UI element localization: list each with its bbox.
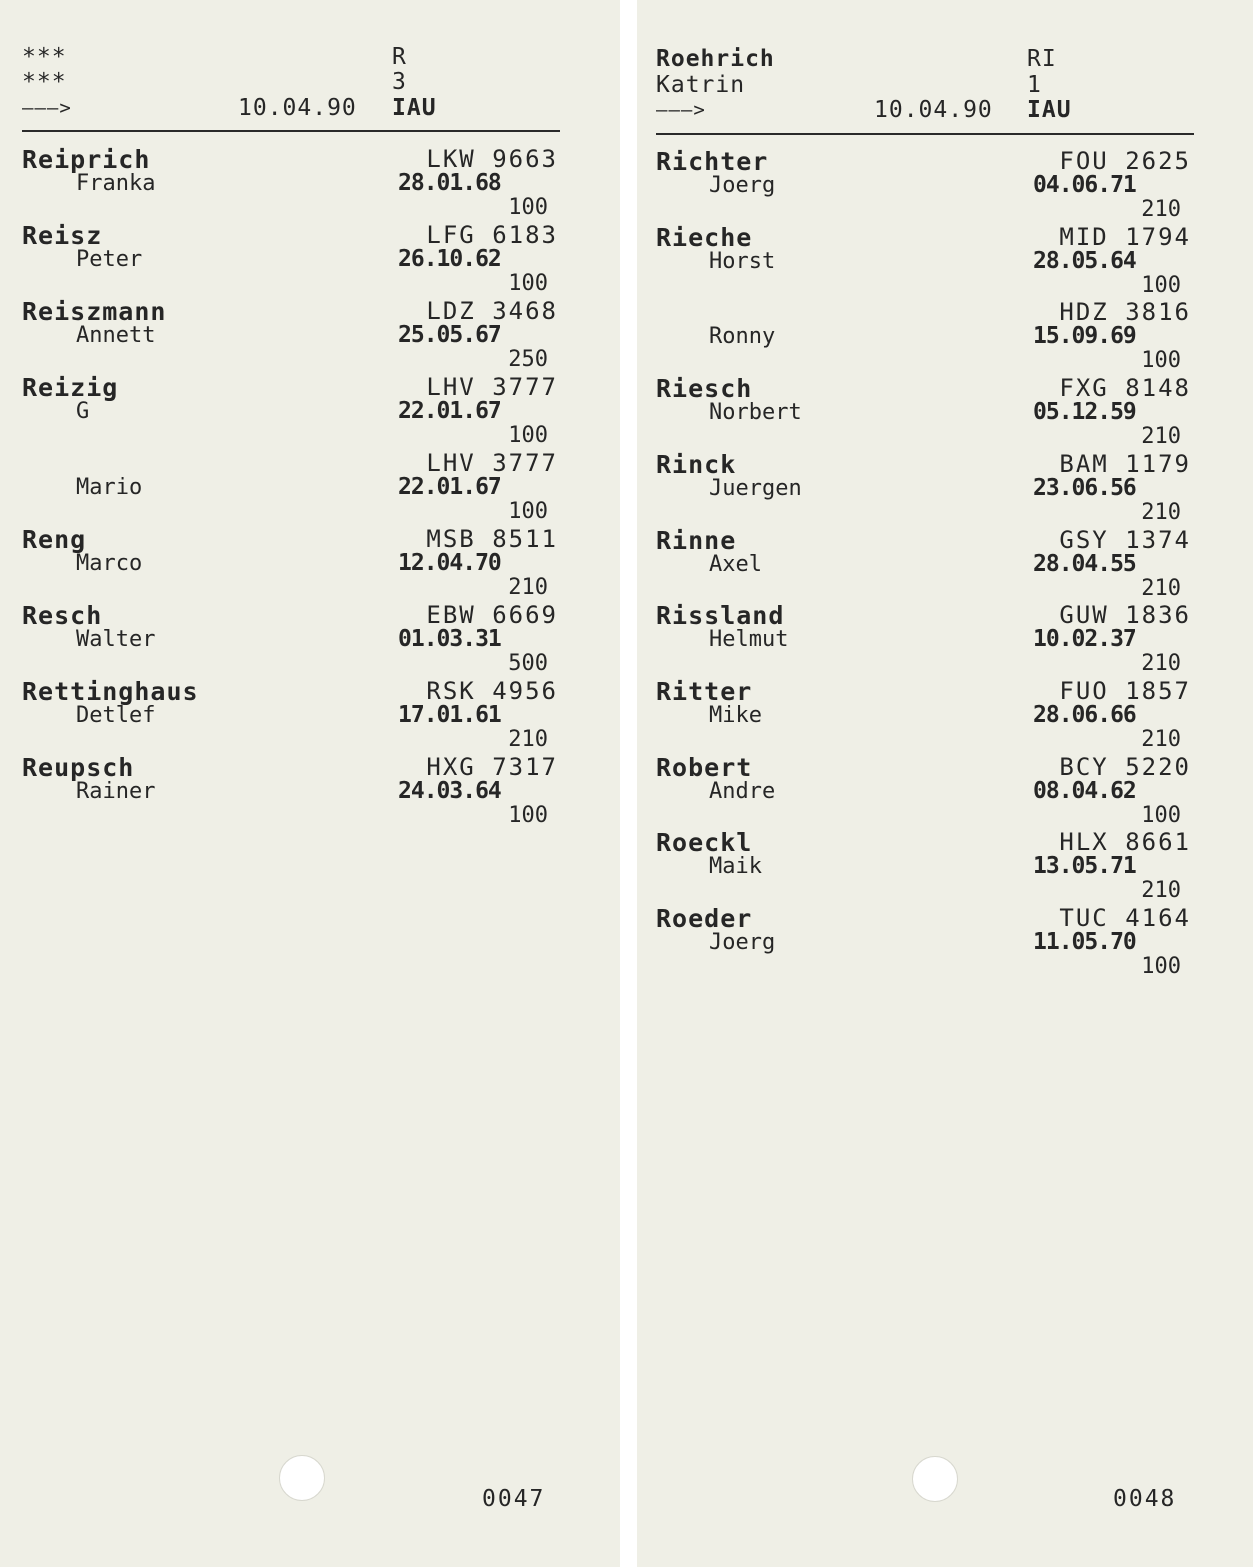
surname: Rieche: [656, 222, 753, 252]
header-code-3: IAU: [1027, 97, 1072, 123]
page-number: 0048: [1113, 1486, 1177, 1512]
entry-row: [637, 147, 1253, 223]
amount: 100: [508, 271, 548, 296]
punch-hole: [279, 1455, 325, 1501]
surname: Riesch: [656, 374, 753, 404]
given-name: G: [76, 399, 90, 424]
amount: 100: [508, 803, 548, 828]
entry-row: [637, 828, 1253, 904]
header-line1: ***: [22, 44, 67, 70]
header-date: 10.04.90: [238, 95, 357, 121]
amount: 100: [508, 195, 548, 220]
birth-date: 04.06.71: [1033, 172, 1136, 198]
birth-date: 05.12.59: [1033, 399, 1136, 426]
amount: 210: [1141, 575, 1181, 601]
given-name: Annett: [76, 323, 156, 348]
given-name: Maik: [709, 854, 762, 880]
birth-date: 15.09.69: [1033, 323, 1136, 350]
entry-row: [637, 526, 1253, 602]
surname: Rinck: [656, 449, 737, 479]
entry-code: EBW 6669: [426, 601, 558, 629]
amount: 100: [1141, 954, 1181, 979]
entry-row: [637, 374, 1253, 450]
given-name: Marco: [76, 551, 143, 576]
given-name: Joerg: [709, 930, 776, 955]
birth-date: 22.01.67: [398, 398, 501, 424]
given-name: Norbert: [709, 400, 802, 426]
given-name: Walter: [76, 627, 156, 652]
entry-code: HXG 7317: [426, 753, 558, 781]
header-rule: [22, 130, 560, 132]
given-name: Detlef: [76, 703, 156, 728]
entry-code: TUC 4164: [1059, 904, 1191, 932]
birth-date: 26.10.62: [398, 246, 501, 272]
entry-row: [0, 753, 620, 829]
amount: 100: [508, 499, 548, 524]
entry-row: [637, 601, 1253, 677]
birth-date: 10.02.37: [1033, 626, 1136, 653]
birth-date: 28.04.55: [1033, 550, 1136, 577]
surname: Rettinghaus: [22, 677, 199, 706]
header-line2: Katrin: [656, 72, 746, 98]
amount: 100: [1141, 802, 1181, 828]
entry-code: HDZ 3816: [1059, 298, 1191, 327]
index-card-left: [0, 0, 620, 1567]
entry-row: [0, 145, 620, 221]
header-code-1: RI: [1027, 46, 1057, 72]
entry-code: FUO 1857: [1059, 676, 1191, 705]
index-card-right: [637, 0, 1253, 1567]
entry-code: GUW 1836: [1059, 601, 1191, 630]
entry-row: [637, 298, 1253, 374]
surname: Robert: [656, 752, 753, 782]
entry-row: [0, 525, 620, 601]
punch-hole: [912, 1456, 958, 1502]
header-line1: Roehrich: [656, 46, 775, 72]
entry-code: BAM 1179: [1059, 449, 1191, 478]
birth-date: 28.01.68: [398, 170, 501, 196]
birth-date: 01.03.31: [398, 626, 501, 652]
surname: Richter: [656, 147, 769, 176]
birth-date: 22.01.67: [398, 474, 501, 500]
entry-code: FXG 8148: [1059, 374, 1191, 403]
amount: 210: [1141, 726, 1181, 752]
header-code-2: 1: [1027, 72, 1042, 98]
page-number: 0047: [482, 1486, 546, 1512]
entry-code: BCY 5220: [1059, 752, 1191, 781]
entry-row: [0, 373, 620, 449]
entry-row: [637, 677, 1253, 753]
surname: Reiprich: [22, 145, 151, 174]
entry-row: [0, 297, 620, 373]
header-line2: ***: [22, 69, 67, 95]
surname: Roeder: [656, 904, 753, 933]
amount: 210: [508, 727, 548, 752]
header-arrow: ———>: [656, 99, 706, 121]
birth-date: 24.03.64: [398, 778, 501, 804]
birth-date: 25.05.67: [398, 322, 501, 348]
surname: Reiszmann: [22, 297, 167, 326]
header-code-2: 3: [392, 69, 407, 95]
amount: 100: [508, 423, 548, 448]
birth-date: 23.06.56: [1033, 474, 1136, 501]
birth-date: 28.06.66: [1033, 701, 1136, 728]
surname: Rissland: [656, 601, 785, 631]
entry-code: LFG 6183: [426, 221, 558, 249]
entry-row: [0, 221, 620, 297]
surname: Reng: [22, 525, 87, 554]
given-name: Juergen: [709, 475, 802, 501]
amount: 500: [508, 651, 548, 676]
entry-row: [637, 904, 1253, 980]
amount: 210: [1141, 197, 1181, 222]
birth-date: 28.05.64: [1033, 247, 1136, 274]
surname: Reizig: [22, 373, 119, 402]
header-arrow: ———>: [22, 97, 72, 119]
entry-code: FOU 2625: [1059, 147, 1191, 175]
entry-code: GSY 1374: [1059, 525, 1191, 554]
entry-code: RSK 4956: [426, 677, 558, 705]
given-name: Helmut: [709, 627, 789, 653]
surname: Reisz: [22, 221, 103, 250]
given-name: Axel: [709, 551, 762, 577]
amount: 210: [1141, 424, 1181, 450]
given-name: Joerg: [709, 173, 776, 198]
entry-row: [637, 753, 1253, 829]
birth-date: 17.01.61: [398, 702, 501, 728]
surname: Roeckl: [656, 828, 753, 858]
entry-code: MSB 8511: [426, 525, 558, 553]
amount: 100: [1141, 348, 1181, 374]
birth-date: 11.05.70: [1033, 929, 1136, 955]
given-name: Franka: [76, 171, 156, 196]
entry-code: LDZ 3468: [426, 297, 558, 325]
birth-date: 13.05.71: [1033, 853, 1136, 880]
header-date: 10.04.90: [874, 97, 993, 123]
given-name: Ronny: [709, 324, 776, 350]
amount: 250: [508, 347, 548, 372]
given-name: Andre: [709, 778, 776, 804]
given-name: Mario: [76, 475, 143, 500]
header-code-1: R: [392, 44, 407, 70]
header-rule: [656, 133, 1194, 135]
entry-code: HLX 8661: [1059, 828, 1191, 857]
entry-row: [637, 223, 1253, 299]
entry-row: [0, 677, 620, 753]
entry-row: [637, 450, 1253, 526]
given-name: Horst: [709, 248, 776, 274]
entry-code: LHV 3777: [426, 449, 558, 477]
amount: 210: [1141, 878, 1181, 904]
given-name: Mike: [709, 702, 762, 728]
entry-code: LKW 9663: [426, 145, 558, 173]
surname: Resch: [22, 601, 103, 630]
birth-date: 08.04.62: [1033, 777, 1136, 804]
surname: Ritter: [656, 676, 753, 706]
amount: 210: [1141, 651, 1181, 677]
entry-code: LHV 3777: [426, 373, 558, 401]
surname: Reupsch: [22, 753, 135, 782]
amount: 210: [1141, 499, 1181, 525]
surname: Rinne: [656, 525, 737, 555]
birth-date: 12.04.70: [398, 550, 501, 576]
header-code-3: IAU: [392, 95, 437, 121]
amount: 100: [1141, 272, 1181, 298]
given-name: Rainer: [76, 779, 156, 804]
entry-row: [0, 449, 620, 525]
entry-code: MID 1794: [1059, 222, 1191, 251]
given-name: Peter: [76, 247, 143, 272]
entry-row: [0, 601, 620, 677]
amount: 210: [508, 575, 548, 600]
